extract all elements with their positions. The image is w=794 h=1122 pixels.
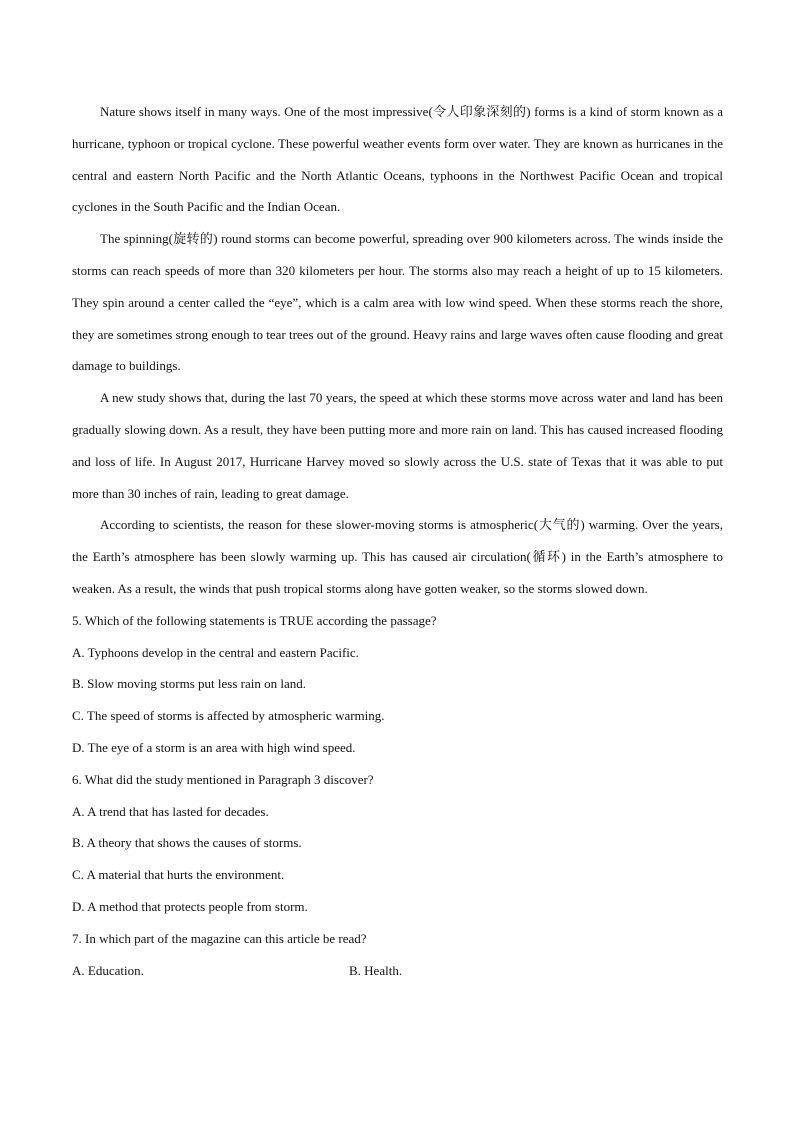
question-6-option-a: A. A trend that has lasted for decades.	[72, 803, 269, 819]
question-7-options-row	[72, 955, 723, 987]
question-7-stem: 7. In which part of the magazine can this article be read?	[72, 930, 367, 946]
question-6-option-d: D. A method that protects people from storm.	[72, 898, 308, 914]
question-7	[72, 923, 723, 987]
question-5	[72, 605, 723, 764]
passage-paragraph-1: Nature shows itself in many ways. One of the most impressive(令人印象深刻的) forms is a kind of storm known as a hurricane, typhoon or tropical cyclone. These powerful weather events form over water. They are known as hurricanes in the central and eastern North Pacific and the North Atlantic Oceans, typhoons in the Northwest Pacific Ocean and tropical cyclones in the South Pacific and the Indian Ocean.	[72, 104, 723, 215]
reading-passage	[72, 96, 723, 605]
passage-paragraph-2: The spinning(旋转的) round storms can become powerful, spreading over 900 kilometers across. The winds inside the storms can reach speeds of more than 320 kilometers per hour. The storms also may reach a height of up to 15 kilometers. They spin around a center called the “eye”, which is a calm area with low wind speed. When these storms reach the shore, they are sometimes strong enough to tear trees out of the ground. Heavy rains and large waves often cause flooding and great damage to buildings.	[72, 231, 723, 374]
passage-paragraph-4: According to scientists, the reason for these slower-moving storms is atmospheric(大气的) warming. Over the years, the Earth’s atmosphere has been slowly warming up. This has caused air circulation(循环) in the Earth’s atmosphere to weaken. As a result, the winds that push tropical storms along have gotten weaker, so the storms slowed down.	[72, 517, 723, 596]
question-7-option-b: B. Health.	[349, 962, 403, 978]
question-6-stem: 6. What did the study mentioned in Paragraph 3 discover?	[72, 771, 374, 787]
question-6	[72, 764, 723, 923]
question-5-stem: 5. Which of the following statements is TRUE according the passage?	[72, 612, 437, 628]
question-7-option-a: A. Education.	[72, 962, 144, 978]
passage-paragraph-3: A new study shows that, during the last 70 years, the speed at which these storms move across water and land has been gradually slowing down. As a result, they have been putting more and more rain on land. This has caused increased flooding and loss of life. In August 2017, Hurricane Harvey moved so slowly across the U.S. state of Texas that it was able to put more than 30 inches of rain, leading to great damage.	[72, 390, 723, 501]
question-6-option-b: B. A theory that shows the causes of storms.	[72, 835, 302, 851]
document-page	[72, 96, 723, 986]
question-5-option-a: A. Typhoons develop in the central and eastern Pacific.	[72, 644, 359, 660]
question-5-option-b: B. Slow moving storms put less rain on land.	[72, 676, 306, 692]
question-5-option-c: C. The speed of storms is affected by atmospheric warming.	[72, 708, 385, 724]
question-6-option-c: C. A material that hurts the environment.	[72, 867, 285, 883]
question-5-option-d: D. The eye of a storm is an area with high wind speed.	[72, 739, 356, 755]
